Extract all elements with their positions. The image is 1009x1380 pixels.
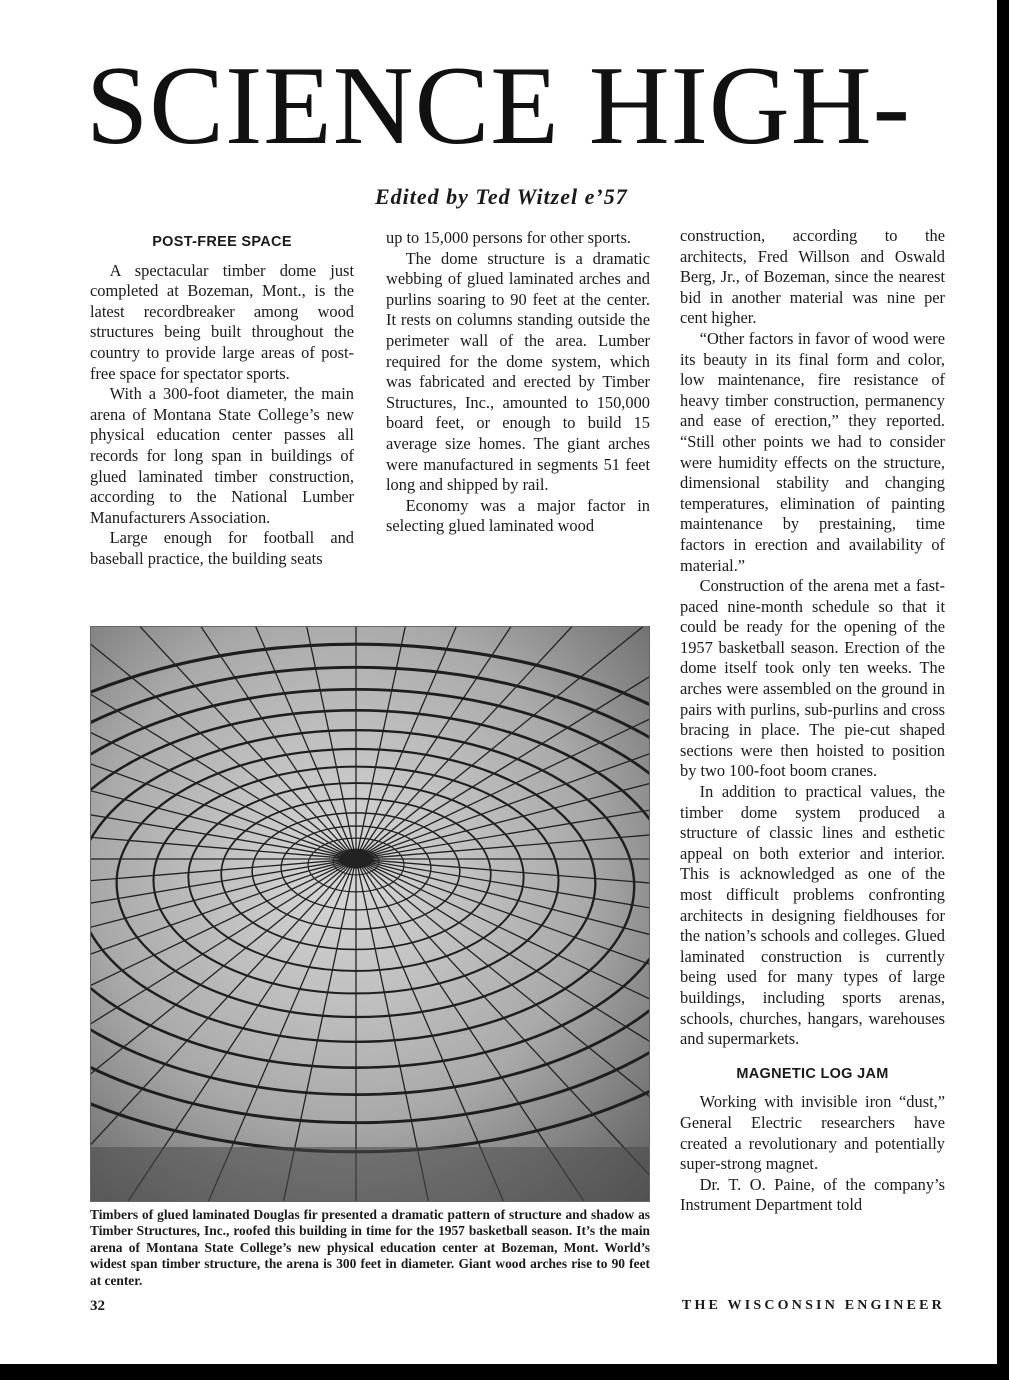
paragraph: Working with invisible iron “dust,” General Electric researchers have created a revolutionary and potentially super-strong magnet. [680,1092,945,1174]
dome-center-hub [340,850,372,868]
page-edge-bottom [0,1364,1009,1380]
paragraph: The dome structure is a dramatic webbing of glued laminated arches and purlins soaring to 90 feet at the center. It rests on columns standing outside the perimeter wall of the area. Lumber required for the dome system, which was fabricated and erected by Timber Structures, Inc., amounted to 150,000 board feet, or enough to build 15 average size homes. The giant arches were manufactured in segments 51 feet long and shipped by rail. [386,248,650,495]
paragraph: With a 300-foot diameter, the main arena of Montana State College’s new physical education center passes all records for long span in buildings of glued laminated timber construction, according to the National Lumber Manufacturers Association. [90,384,354,527]
headline: SCIENCE HIGH- [86,44,911,168]
section-heading-magnetic-log-jam: MAGNETIC LOG JAM [736,1065,889,1082]
paragraph: up to 15,000 persons for other sports. [386,228,631,247]
running-title: THE WISCONSIN ENGINEER [681,1298,945,1313]
paragraph: In addition to practical values, the timber dome system produced a structure of classic lines and esthetic appeal on both exterior and interior. This is acknowledged as one of the most difficult problems confronting architects in designing fieldhouses for the nation’s schools and colleges. Glued laminated construction is currently being used for many types of large buildings, including sports arenas, schools, churches, hangars, warehouses and supermarkets. [680,782,945,1049]
page-edge-right [997,0,1009,1380]
paragraph: A spectacular timber dome just completed at Bozeman, Mont., is the latest recordbreaker among wood structures being built throughout the country to provide large areas of post-free space for spectator sports. [90,260,354,383]
paragraph: Large enough for football and baseball practice, the building seats [90,528,354,568]
paragraph: Construction of the arena met a fast-paced nine-month schedule so that it could be ready for the opening of the 1957 basketball season. Erection of the dome itself took only ten weeks. The arches were assembled on the ground in pairs with purlins, sub-purlins and cross bracing in place. The pie-cut shaped sections were then hoisted to position by two 100-foot boom cranes. [680,576,945,781]
dome-structure-illustration [91,627,650,1202]
column-1 [90,228,354,570]
paragraph: Dr. T. O. Paine, of the company’s Instrument Department told [680,1174,945,1215]
column-2 [386,228,650,537]
photo-caption: Timbers of glued laminated Douglas fir presented a dramatic pattern of structure and shadow as Timber Structures, Inc., roofed this building in time for the 1957 basketball season. It’s the main arena of Montana State College’s new physical education center at Bozeman, Mont. World’s widest span timber structure, the arena is 300 feet in diameter. Giant wood arches rise to 90 feet at center. [90,1207,650,1288]
page-number: 32 [90,1298,105,1314]
paragraph: Economy was a major factor in selecting glued laminated wood [386,495,650,536]
column-3 [680,226,945,1216]
section-heading-post-free-space: POST-FREE SPACE [152,234,292,250]
paragraph: “Other factors in favor of wood were its beauty in its final form and color, low maintenance, fire resistance of heavy timber construction, permanency and ease of erection,” they reported. “Still other points we had to consider were humidity effects on the structure, dimensional stability and changing temperatures, elimination of painting maintenance by prestaining, time factors in erection and availability of material.” [680,328,945,575]
paragraph: construction, according to the architects, Fred Willson and Oswald Berg, Jr., of Bozeman, since the nearest bid in another material was nine per cent higher. [680,226,945,328]
byline: Edited by Ted Witzel e’57 [375,184,628,209]
dome-photo [90,626,650,1202]
arena-wall-shadow [91,1147,650,1202]
